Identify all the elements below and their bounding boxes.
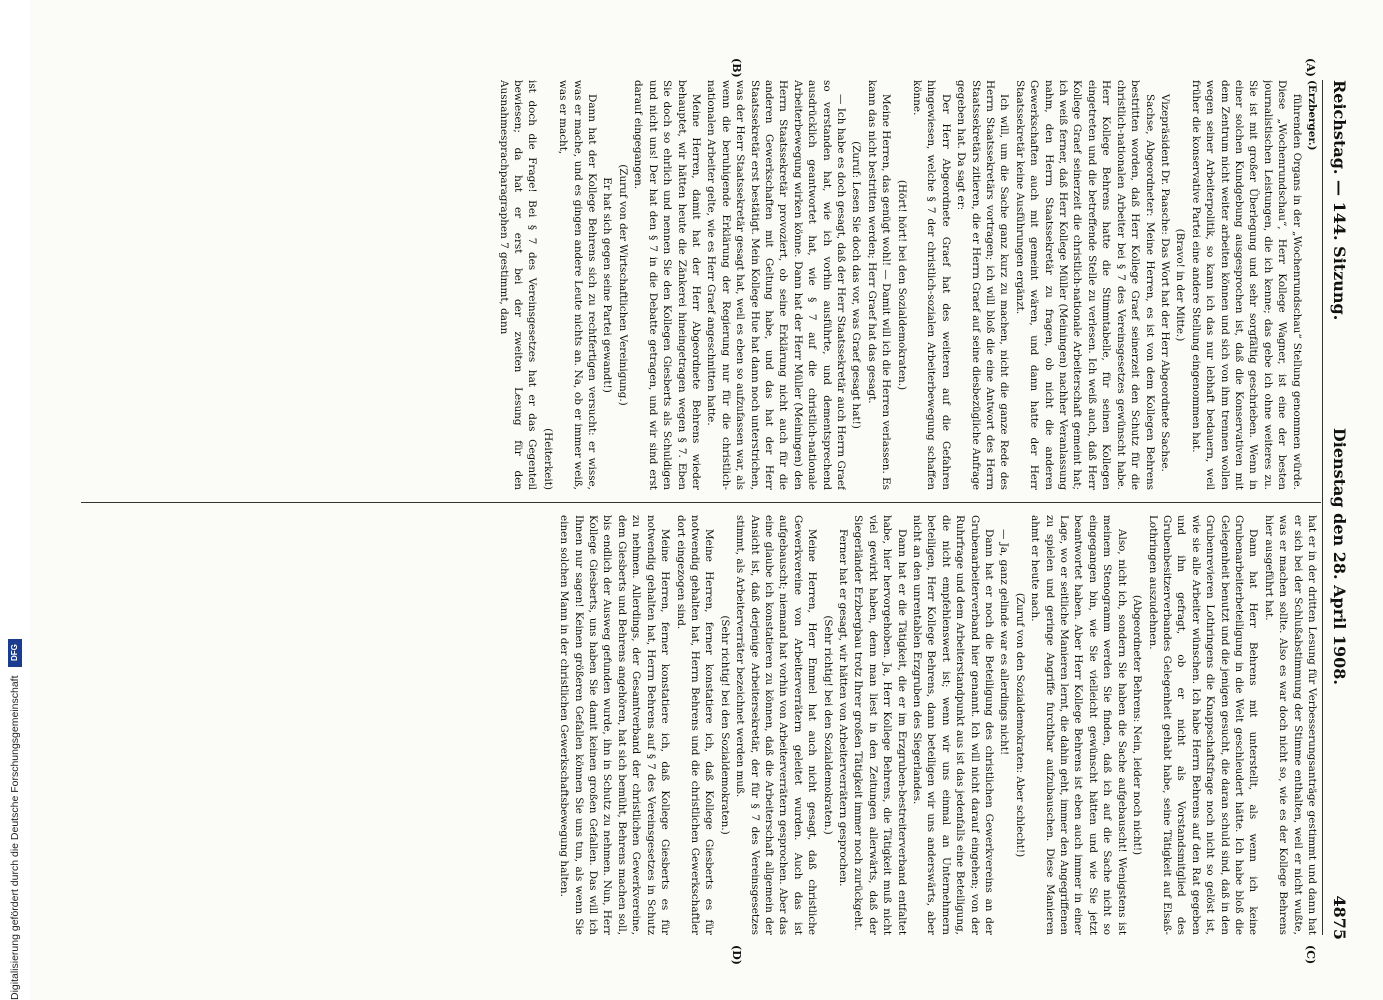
- paragraph: Meine Herren, ferner konstatiere ich, daß Kollege Giesberts es für notwendig gehalten hat, Herrn Behrens auf § 7 des Vereinsgesetzes in Schutz zu nehmen. Allerdings, der Gesamtverband der christlichen Gewerkvereine, dem Giesberts und Behrens angehören, hat sich bemüht, Behrens machen soll, bis endlich der Ausweg gefunden wurde, ihn in Schutz zu nehmen. Nun, Herr Kollege Giesberts, uns haben Sie damit keinen großen Gefallen. Das will ich Ihnen nur sagen! Keinen größeren Gefallen können Sie uns tun, als wenn Sie einen solchen Mann in der christlichen Gewerkschaftsbewegung halten.: [558, 515, 672, 935]
- paragraph: Meine Herren, ferner konstatiere ich, daß Kollege Giesberts es für notwendig gehalten hat, Herrn Behrens und die christlichen Gewerkschaftler dort eingezogen sind.: [674, 515, 716, 935]
- paragraph: ist doch die Frage! Bei § 7 des Vereinsgesetzes hat er das Gegenteil bewiesen; da hat er erst bei der zweiten Lesung für den Ausnahmesprachparagraphen 7 gestimmt, dann: [497, 80, 539, 490]
- page-header: [1323, 60, 1349, 940]
- paragraph: Dann hat der Kollege Behrens sich zu rechtfertigen versucht: er wisse, was er mache, und es gingen andere Leute nichts an. Na, ob er immer weiß, was er macht,: [557, 80, 599, 490]
- dfg-logo-icon: DFG: [8, 639, 22, 667]
- margin-marker-b: (B): [730, 58, 743, 78]
- paragraph: (Sehr richtig! bei den Sozialdemokraten.): [718, 615, 731, 835]
- paragraph: Meine Herren, Herr Emmel hat auch nicht gesagt, daß christliche Gewerkvereine von Arbeiterverrätern geleitet wurden. Auch das ist aufgebauscht; niemand hat vorhin von Arbeiterverrätern gesprochen. Aber das eine glaube ich konstatieren zu können, daß die Arbeiterschaft allgemein der Ansicht ist, daß derjenige Arbeitersekretär, der für § 7 des Vereinsgesetzes stimmt, als Arbeiterverräter bezeichnet werden muß.: [734, 515, 819, 935]
- margin-marker-c: (C): [1304, 945, 1317, 965]
- paragraph: Dann hat Herr Behrens mit unterstellt, als wenn ich keine Grubenarbeiterbeteiligung in die Welt geschleudert hätte. Ich habe bloß die Gelegenheit benutzt und die jenigen gesucht, die daran schuld sind, daß in den Grubenrevieren Lothringens die Knappschaftsfrage noch nicht so gelöst ist, wie sie alle Arbeiter wünschen. Ich habe Herrn Behrens auf den Rat gegeben und ihn gefragt, ob er nicht als Vorstandsmitglied des Grubenbesitzerverbandes Gelegenheit gehabt habe, seine Tätigkeit auf Elsaß-Lothringen auszudehnen.: [1146, 515, 1260, 935]
- page-number: 4875: [1330, 895, 1349, 940]
- paragraph: Dann hat er noch die Beteiligung des christlichen Gewerkvereins an der Grubenarbeiterverband hier genannt. Ich will nicht darauf eingehen; von der Ruhrfrage und dem Arbeiterstandpunkt aus ist das jedenfalls eine Beteiligung, die nicht empfehlenswert ist; wenn wir uns einmal an Unternehmern beteiligen, Herr Kollege Behrens, dann beteiligen wir uns anderswärts, aber nicht an den unrentablen Erzgruben des Siegerlandes.: [911, 515, 996, 935]
- paragraph: (Bravo! in der Mitte.): [1174, 228, 1187, 342]
- paragraph: (Erzberger.): [1306, 80, 1318, 151]
- paragraph: Also, nicht ich, sondern Sie haben die Sache aufgebauscht! Wenigstens ist meinem Stenogramm werden Sie finden, daß ich auf die Sache nicht so eingegangen bin, wie Sie vielleicht gewünscht hätten und wie Sie jetzt beantwortet haben. Aber Herr Kollege Behrens ist eben auch immer in einer Lage, wo er seitliche Manieren lernt, die dahin geht, immer den Angegriffenen zu spielen und geringe Angriffe furchtbar aufzubauschen. Diese Manieren ahmt er heute nach.: [1029, 515, 1128, 935]
- margin-marker-d: (D): [730, 945, 743, 965]
- paragraph: Ich will, um die Sache ganz kurz zu machen, nicht die ganze Rede des Herrn Staatssekretärs vortragen; ich will bloß die eine Antwort des Herrn Staatssekretärs zitieren, die er Herrn Graef auf seine diesbezügliche Anfrage gegeben hat. Da sagt er:: [955, 80, 1011, 490]
- paragraph: (Sehr richtig! bei den Sozialdemokraten.): [821, 615, 834, 835]
- header-date: Dienstag den 28. April 1908.: [1330, 427, 1349, 685]
- paragraph: führenden Organs in der „Wochenrundschau“ Stellung genommen würde. Diese „Wochenrundschau“, Herr Kollege Wagner, ist eine der besten journalistischen Leistungen, die ich kenne; das gebe ich ohne weiteres zu. Sie ist mit großer Überlegung und sehr sorgfältig geschrieben. Wenn in einer solchen Kundgebung ausgesprochen ist, daß die Konservativen mit dem Zentrum nicht weiter arbeiten können und sich von ihm trennen wollen wegen seiner Arbeiterpolitik, so kann ich das nur lebhaft bedauern, weil früher die konservative Partei eine andere Stellung eingenommen hat.: [1189, 80, 1303, 490]
- footer-credit-text: Digitalisierung gefördert durch die Deutsche Forschungsgemeinschaft: [9, 675, 21, 1000]
- right-column: [79, 515, 1319, 935]
- paragraph: — Ich habe es doch gesagt, daß der Herr Staatssekretär auch Herrn Graef so verstanden hat, wie ich vorhin ausführte, und dementsprechend ausdrücklich geantwortet hat, wie § 7 auf die christlich-nationale Arbeiterbewegung wirken könne. Dann hat der Herr Müller (Meiningen) den Herrn Staatssekretär provoziert, ob seine Erklärung nicht auch für die anderen Gewerkschaften mit Geltung habe, und das hat der Herr Staatssekretär erst bestätigt. Mein Kollege Hue hat dann noch unterstrichen, was der Herr Staatssekretär gesagt hat, weil es eben so aufzufassen war, als wenn die beruhigende Erklärung der Regierung nur für die christlich-nationalen Arbeiter gelte, wie es Herr Graef angeschnitten hatte.: [705, 80, 847, 490]
- header-left: Reichstag. — 144. Sitzung.: [1330, 80, 1349, 321]
- paragraph: Er hat sich gegen seine Partei gewandt!): [601, 177, 614, 393]
- paragraph: — Ja, ganz gelinde war es allerdings nicht!: [998, 529, 1011, 756]
- left-column: [79, 80, 1319, 490]
- paragraph: Vizepräsident Dr. Paasche: Das Wort hat der Herr Abgeordnete Sachse.: [1158, 94, 1171, 472]
- paragraph: (Abgeordneter Behrens: Nein, leider noch nicht!): [1131, 594, 1144, 856]
- margin-marker-a: (A): [1304, 58, 1317, 77]
- paragraph: Dann hat er die Tätigkeit, die er im Erzgruben-bestreiterverband entfaltet habe, hier hervorgehoben. Ja, Herr Kollege Behrens, die Tätigkeit muß nicht viel gewirkt haben, denn man liest in den Zeitungen allerwärts, daß der Siegerländer Erzbergbau trotz Ihrer großen Tätigkeit immer noch zurückgeht.: [852, 515, 908, 935]
- paragraph: (Zuruf: Lesen Sie doch das vor, was Graef gesagt hat!): [850, 141, 863, 429]
- paragraph: hat er in der dritten Lesung für Verbesserungsanträge gestimmt und dann hat er sich bei der Schlußabstimmung der Stimme enthalten, weil er nicht wußte, was er machen sollte. Also es war doch nicht so, wie es der Kollege Behrens hier ausgeführt hat.: [1262, 515, 1318, 935]
- paragraph: Meine Herren, das genügt wohl! — Damit will ich die Herren verlassen. Es kann das nicht bestritten werden; Herr Graef hat das gesagt.: [865, 80, 893, 490]
- paragraph: Meine Herren, damit hat der Herr Abgeordnete Behrens wieder behauptet, wir hätten heute die Zänkerei hineingetragen wegen § 7. Eben Sie doch so ehrlich und nennen Sie den Kollegen Giesberts als Schuldigen und nicht uns! Der hat den § 7 in die Debatte getragen, und wir sind erst darauf eingegangen.: [632, 80, 702, 490]
- paragraph: Sachse, Abgeordneter: Meine Herren, es ist von dem Kollegen Behrens bestritten worden, daß Herr Kollege Graef seinerzeit den Schutz für die christlich-nationalen Arbeiter bei § 7 des Vereinsgesetzes gewünscht habe. Herr Kollege Behrens hatte die Stimmtabelle, für seinen Kollegen eingetreten und die betreffende Stelle zu verlesen. Ich weiß auch, daß Herr Kollege Graef seinerzeit die christlich-nationale Arbeiterschaft gemeint hat; ich weiß ferner, daß Herr Kollege Müller (Meiningen) nachher Veranlassung nahm, den Herrn Staatssekretär zu fragen, ob nicht die anderen Gewerkschaften auch mit gemeint wären, und dann hatte der Herr Staatssekretär keine Ausführungen ergänzt.: [1013, 80, 1156, 490]
- footer-credit: [4, 0, 26, 1000]
- paragraph: (Zuruf von den Sozialdemokraten: Aber schlecht!): [1013, 592, 1026, 858]
- paragraph: (Zuruf von der Wirtschaftlichen Vereinigung.): [616, 164, 629, 406]
- paragraph: Der Herr Abgeordnete Graef hat des weiteren auf die Gefahren hingewiesen, welche § 7 der christlich-sozialen Arbeiterbewegung schaffen könne.: [911, 80, 952, 490]
- paragraph: Ferner hat er gesagt, wir hätten von Arbeiterverrätern gesprochen.: [837, 529, 849, 887]
- header-rule: [1322, 80, 1323, 935]
- footer-strip: [0, 0, 30, 1000]
- paragraph: (Hört! hört! bei den Sozialdemokraten.): [895, 179, 908, 391]
- paragraph: (Heiterkeit): [541, 428, 554, 490]
- column-divider: [81, 502, 1321, 503]
